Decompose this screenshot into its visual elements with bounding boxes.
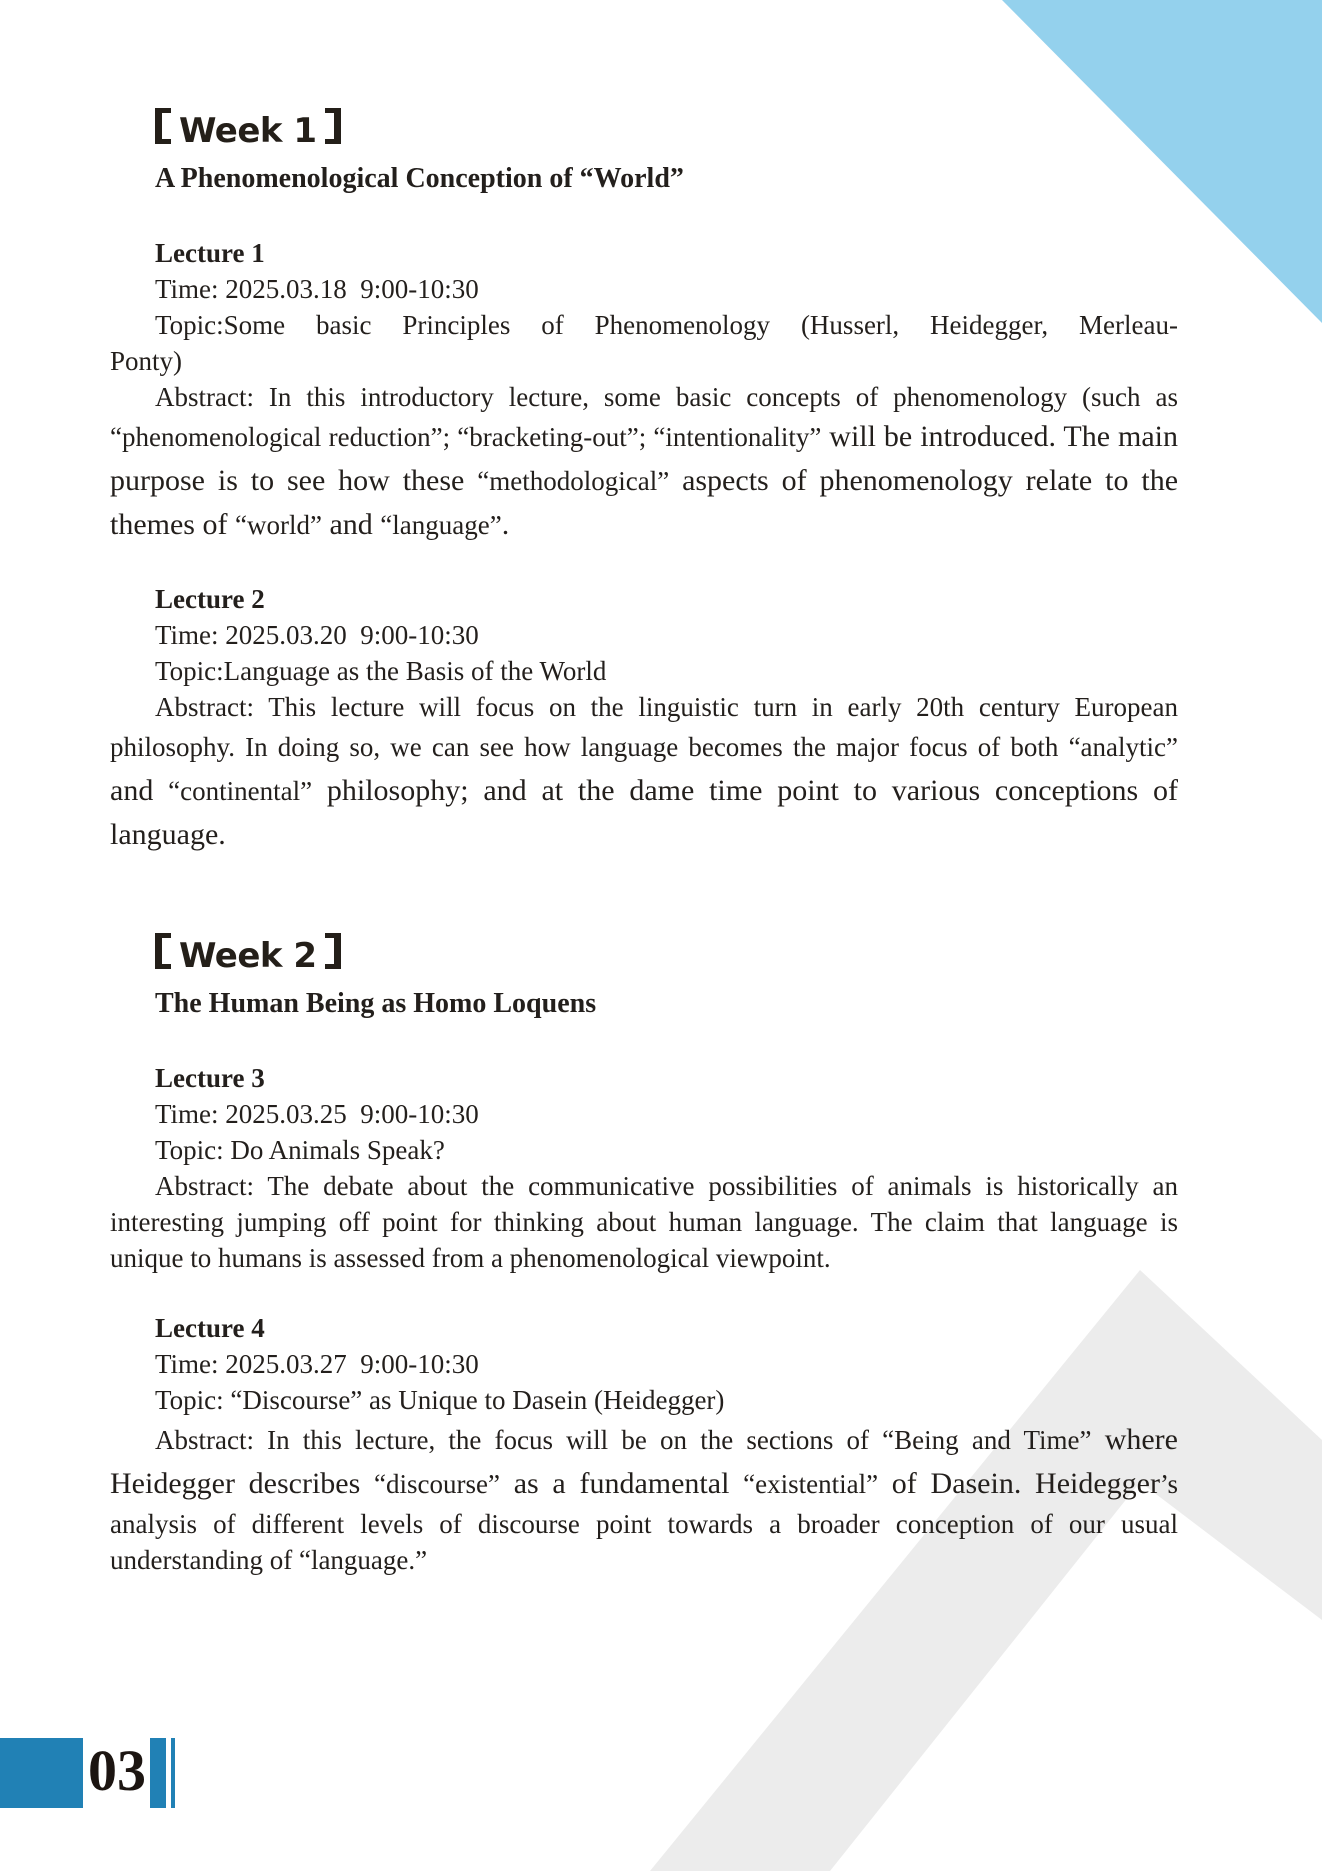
lecture-2-time-line: Time: 2025.03.20 9:00-10:30 (155, 620, 479, 650)
lecture-2-abstract: Abstract: This lecture will focus on the linguistic turn in early 20th century European philosophy. In doing so, we can see how language becomes the major focus of both “analytic” and “continental” philosophy; and at the dame time point to various conceptions of language. (110, 692, 1178, 851)
lecture-4-title: Lecture 4 (155, 1313, 265, 1343)
lecture-4-abstract: Abstract: In this lecture, the focus will be on the sections of “Being and Time” where Heidegger describes “discourse” as a fundamental “existential” of Dasein. Heidegger’s analysis of different levels of discourse point towards a broader conception of our usual understanding of “language.” (110, 1423, 1179, 1575)
week-1-label: Week 1 (179, 111, 317, 151)
page-number: 03 (88, 1738, 146, 1803)
week-2-label: Week 2 (179, 936, 317, 976)
week-2-section (110, 933, 1178, 1578)
lecture-2-block (110, 581, 1178, 857)
lenticular-bracket-left-icon (155, 108, 171, 144)
week-1-subtitle: A Phenomenological Conception of “World” (155, 163, 684, 194)
lecture-4-time-line: Time: 2025.03.27 9:00-10:30 (155, 1349, 479, 1379)
lecture-1-topic-line: Topic:Some basic Principles of Phenomenology (Husserl, Heidegger, Merleau-Ponty) (110, 310, 1178, 376)
page-number-bar-thin (171, 1738, 175, 1808)
lecture-1-abstract: Abstract: In this introductory lecture, some basic concepts of phenomenology (such as “phenomenological reduction”; “bracketing-out”; “intentionality” will be introduced. The main purpose is to see how these “methodological” aspects of phenomenology relate to the themes of “world” and “language”. (110, 382, 1179, 541)
lenticular-bracket-left-icon (155, 933, 171, 969)
week-2-title (155, 933, 1178, 978)
lenticular-bracket-right-icon (325, 933, 341, 969)
lecture-1-title: Lecture 1 (155, 238, 265, 268)
lecture-3-abstract: Abstract: The debate about the communicative possibilities of animals is historically an interesting jumping off point for thinking about human language. The claim that language is unique to humans is assessed from a phenomenological viewpoint. (110, 1171, 1178, 1273)
lecture-1-block (110, 235, 1178, 547)
lecture-1-time-line: Time: 2025.03.18 9:00-10:30 (155, 274, 479, 304)
lecture-2-topic-line: Topic:Language as the Basis of the World (155, 656, 607, 686)
week-2-subtitle: The Human Being as Homo Loquens (155, 988, 597, 1019)
lecture-4-block (110, 1310, 1178, 1578)
lecture-3-title: Lecture 3 (155, 1063, 265, 1093)
lecture-3-topic-line: Topic: Do Animals Speak? (155, 1135, 445, 1165)
lecture-3-block (110, 1060, 1178, 1276)
week-1-section (110, 108, 1178, 857)
page-number-block-rect (0, 1738, 83, 1808)
page-number-bar-thick (150, 1738, 166, 1808)
lecture-2-title: Lecture 2 (155, 584, 265, 614)
lecture-3-time-line: Time: 2025.03.25 9:00-10:30 (155, 1099, 479, 1129)
week-1-title (155, 108, 1178, 153)
lenticular-bracket-right-icon (325, 108, 341, 144)
lecture-4-topic-line: Topic: “Discourse” as Unique to Dasein (Heidegger) (155, 1385, 725, 1415)
